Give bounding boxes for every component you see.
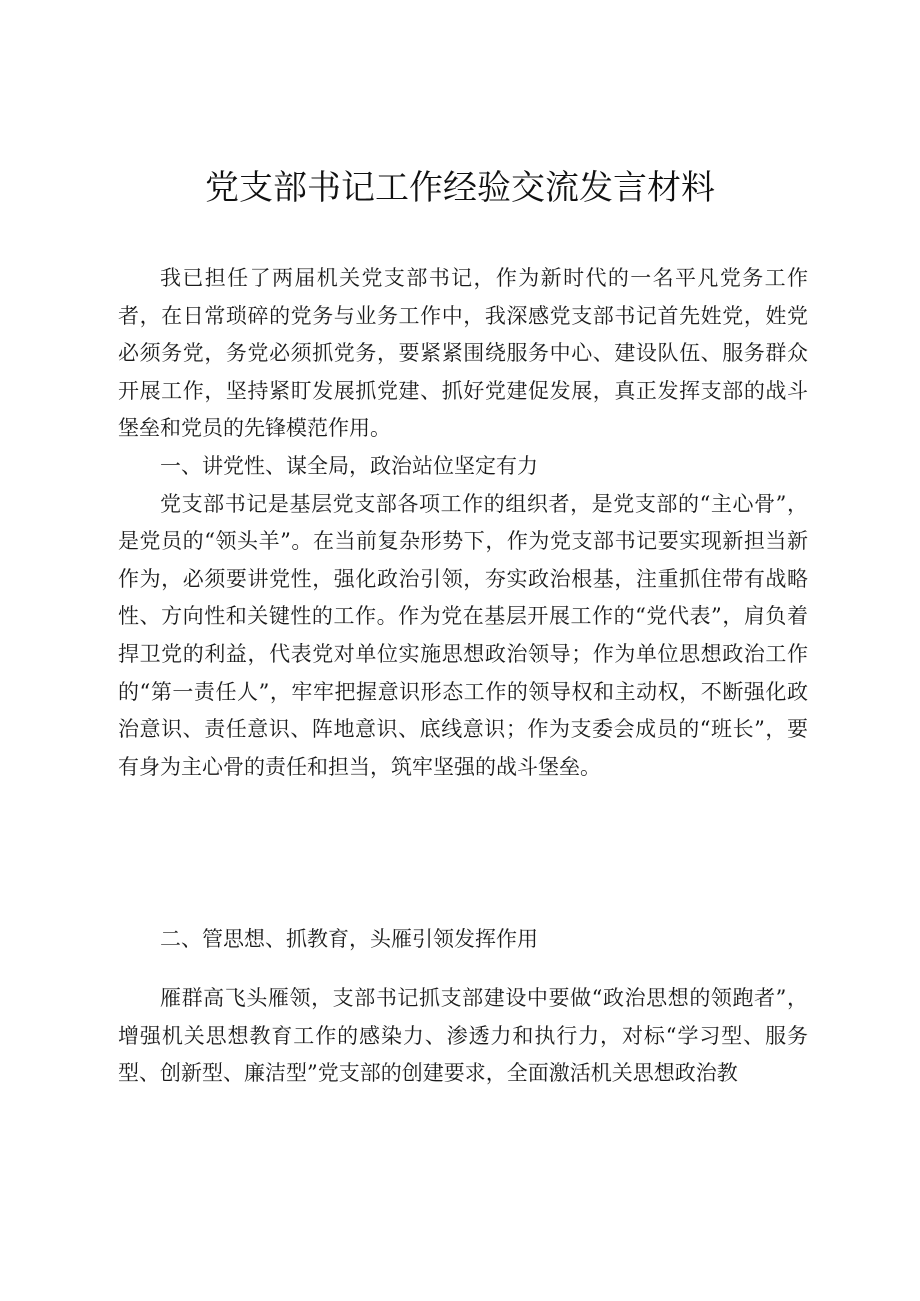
section-2-heading: 二、管思想、抓教育，头雁引领发挥作用 [160,927,538,951]
intro-and-section-1 [118,260,808,786]
section-2-body-block [118,980,808,1093]
section-1-paragraph: 党支部书记是基层党支部各项工作的组织者，是党支部的“主心骨”，是党员的“领头羊”。在当前复杂形势下，作为党支部书记要实现新担当新作为，必须要讲党性，强化政治引领，夯实政治根基，注重抓住带有战略性、方向性和关键性的工作。作为党在基层开展工作的“党代表”，肩负着捍卫党的利益，代表党对单位实施思想政治领导；作为单位思想政治工作的“第一责任人”，牢牢把握意识形态工作的领导权和主动权，不断强化政治意识、责任意识、阵地意识、底线意识；作为支委会成员的“班长”，要有身为主心骨的责任和担当，筑牢坚强的战斗堡垒。 [118,491,808,779]
document-title: 党支部书记工作经验交流发言材料 [205,168,715,208]
section-1-heading: 一、讲党性、谋全局，政治站位坚定有力 [160,453,538,478]
section-2-paragraph: 雁群高飞头雁领，支部书记抓支部建设中要做“政治思想的领跑者”，增强机关思想教育工作的感染力、渗透力和执行力，对标“学习型、服务型、创新型、廉洁型”党支部的创建要求，全面激活机关思想政治教 [118,986,808,1086]
section-2-heading-block [118,921,808,959]
intro-paragraph: 我已担任了两届机关党支部书记，作为新时代的一名平凡党务工作者，在日常琐碎的党务与业务工作中，我深感党支部书记首先姓党，姓党必须务党，务党必须抓党务，要紧紧围绕服务中心、建设队伍、服务群众开展工作，坚持紧盯发展抓党建、抓好党建促发展，真正发挥支部的战斗堡垒和党员的先锋模范作用。 [118,266,808,441]
